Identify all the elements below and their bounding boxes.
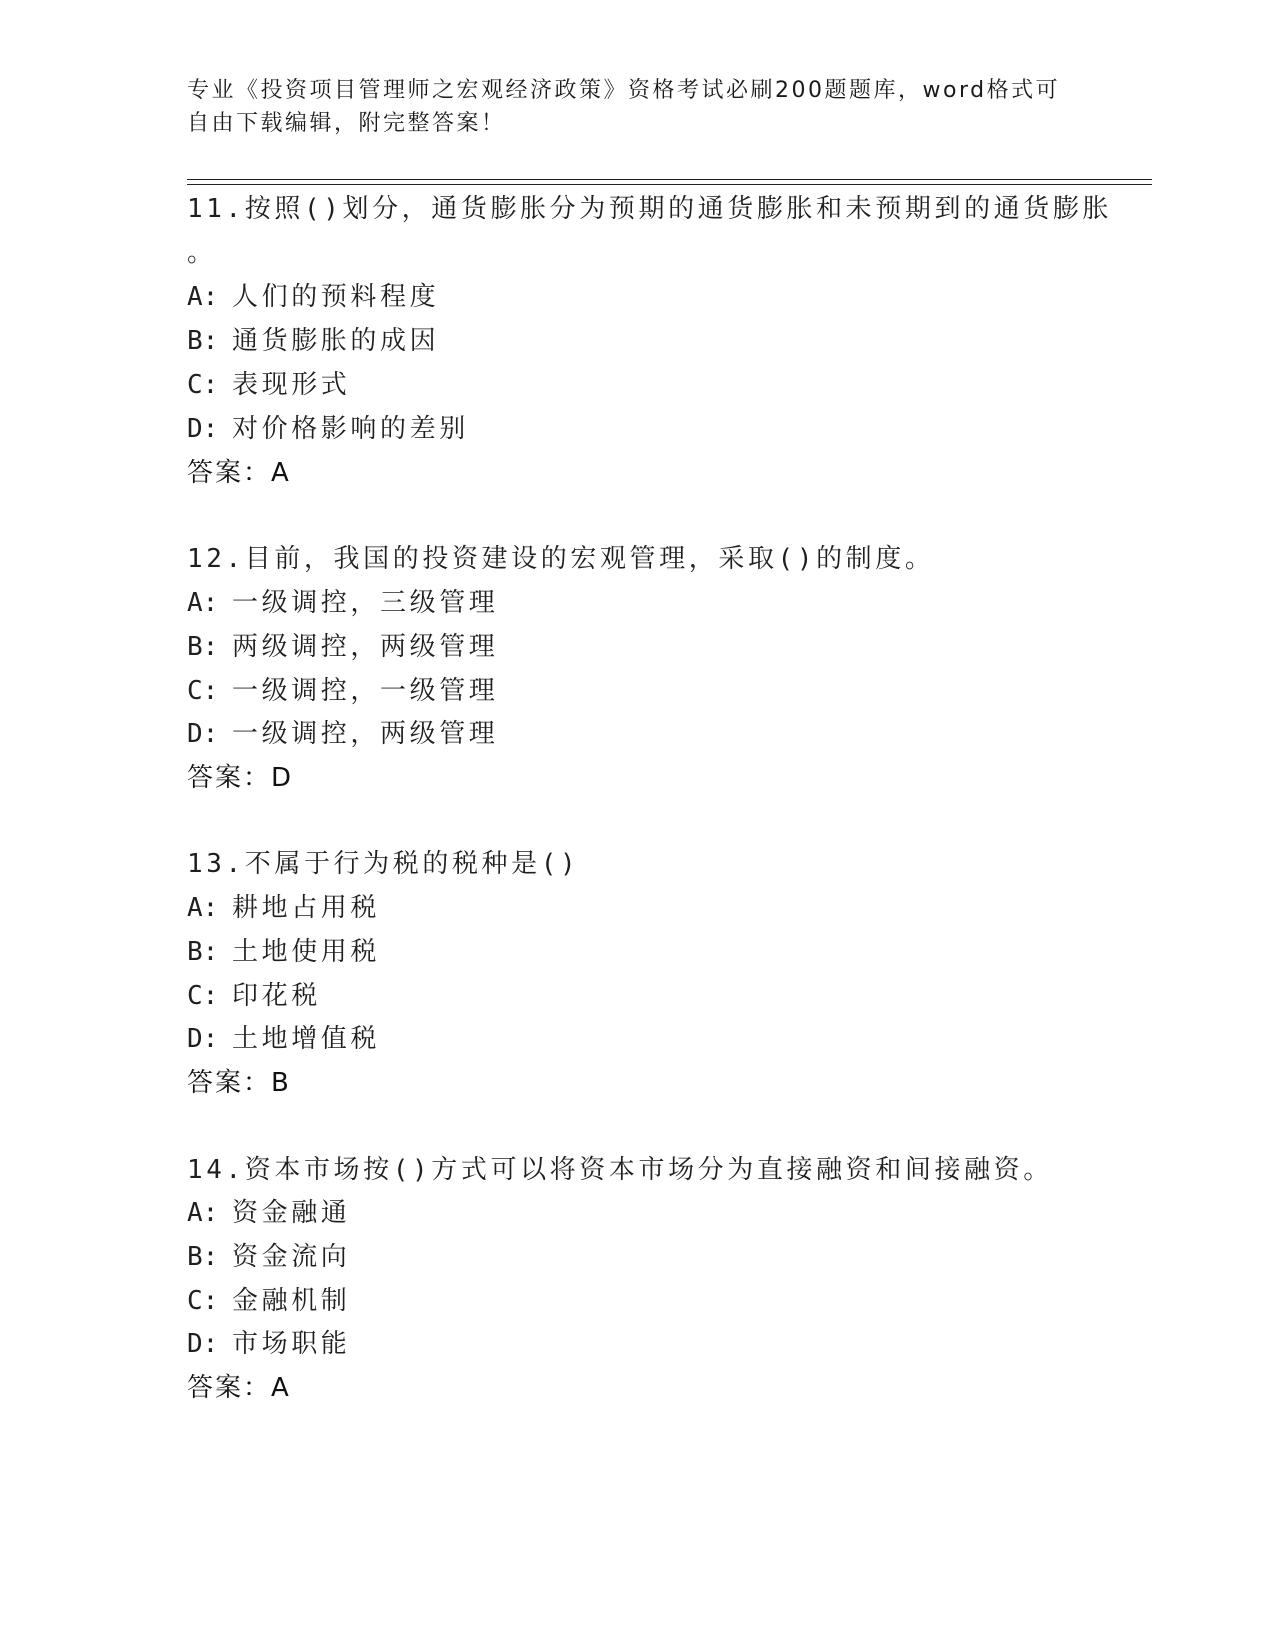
option-b bbox=[187, 936, 380, 968]
option-a bbox=[187, 892, 380, 924]
option-letter: C: bbox=[187, 981, 219, 1011]
option-letter: C: bbox=[187, 1286, 219, 1316]
answer-line: 答案：A bbox=[187, 1373, 291, 1403]
option-text: 一级调控，一级管理 bbox=[232, 676, 499, 706]
option-text: 资金流向 bbox=[232, 1242, 351, 1272]
option-d bbox=[187, 718, 498, 750]
answer-line: 答案：A bbox=[187, 458, 291, 488]
option-text: 通货膨胀的成因 bbox=[232, 326, 440, 356]
option-text: 表现形式 bbox=[232, 370, 351, 400]
option-letter: C: bbox=[187, 676, 219, 706]
option-text: 人们的预料程度 bbox=[232, 282, 440, 312]
option-letter: C: bbox=[187, 370, 219, 400]
option-d bbox=[187, 413, 469, 445]
option-text: 对价格影响的差别 bbox=[232, 414, 469, 444]
option-a bbox=[187, 1197, 350, 1229]
option-letter: D: bbox=[187, 414, 219, 444]
option-text: 两级调控，两级管理 bbox=[232, 632, 499, 662]
question-stem: 11.按照()划分，通货膨胀分为预期的通货膨胀和未预期到的通货膨胀 bbox=[187, 194, 1113, 224]
option-letter: D: bbox=[187, 719, 219, 749]
header-line-1: 专业《投资项目管理师之宏观经济政策》资格考试必刷200题题库，word格式可 bbox=[187, 78, 1061, 103]
option-text: 土地增值税 bbox=[232, 1024, 381, 1054]
option-d bbox=[187, 1023, 380, 1055]
option-c bbox=[187, 980, 321, 1012]
answer-line: 答案：D bbox=[187, 763, 294, 793]
option-c bbox=[187, 1285, 350, 1317]
option-letter: A: bbox=[187, 282, 219, 312]
option-text: 一级调控，三级管理 bbox=[232, 588, 499, 618]
option-c bbox=[187, 675, 498, 707]
option-text: 资金融通 bbox=[232, 1198, 351, 1228]
option-text: 土地使用税 bbox=[232, 937, 381, 967]
option-letter: A: bbox=[187, 588, 219, 618]
option-letter: B: bbox=[187, 937, 219, 967]
option-text: 市场职能 bbox=[232, 1329, 351, 1359]
header-divider-bottom bbox=[187, 184, 1152, 185]
option-text: 耕地占用税 bbox=[232, 893, 381, 923]
option-a bbox=[187, 281, 439, 313]
option-d bbox=[187, 1328, 350, 1360]
option-text: 印花税 bbox=[232, 981, 321, 1011]
option-letter: D: bbox=[187, 1329, 219, 1359]
option-c bbox=[187, 369, 350, 401]
question-stem: 12.目前，我国的投资建设的宏观管理，采取()的制度。 bbox=[187, 544, 935, 574]
option-text: 金融机制 bbox=[232, 1286, 351, 1316]
question-stem: 13.不属于行为税的税种是() bbox=[187, 849, 580, 879]
option-letter: B: bbox=[187, 326, 219, 356]
option-letter: B: bbox=[187, 1242, 219, 1272]
option-a bbox=[187, 587, 498, 619]
question-stem-continued: 。 bbox=[187, 238, 217, 268]
document-header bbox=[187, 74, 1077, 140]
option-b bbox=[187, 325, 439, 357]
option-letter: B: bbox=[187, 632, 219, 662]
option-letter: A: bbox=[187, 893, 219, 923]
option-b bbox=[187, 631, 498, 663]
option-b bbox=[187, 1241, 350, 1273]
option-letter: A: bbox=[187, 1198, 219, 1228]
header-line-2: 自由下载编辑，附完整答案！ bbox=[187, 111, 506, 136]
question-stem: 14.资本市场按()方式可以将资本市场分为直接融资和间接融资。 bbox=[187, 1155, 1053, 1185]
answer-line: 答案：B bbox=[187, 1068, 291, 1098]
option-letter: D: bbox=[187, 1024, 219, 1054]
option-text: 一级调控，两级管理 bbox=[232, 719, 499, 749]
header-divider-top bbox=[187, 179, 1152, 180]
